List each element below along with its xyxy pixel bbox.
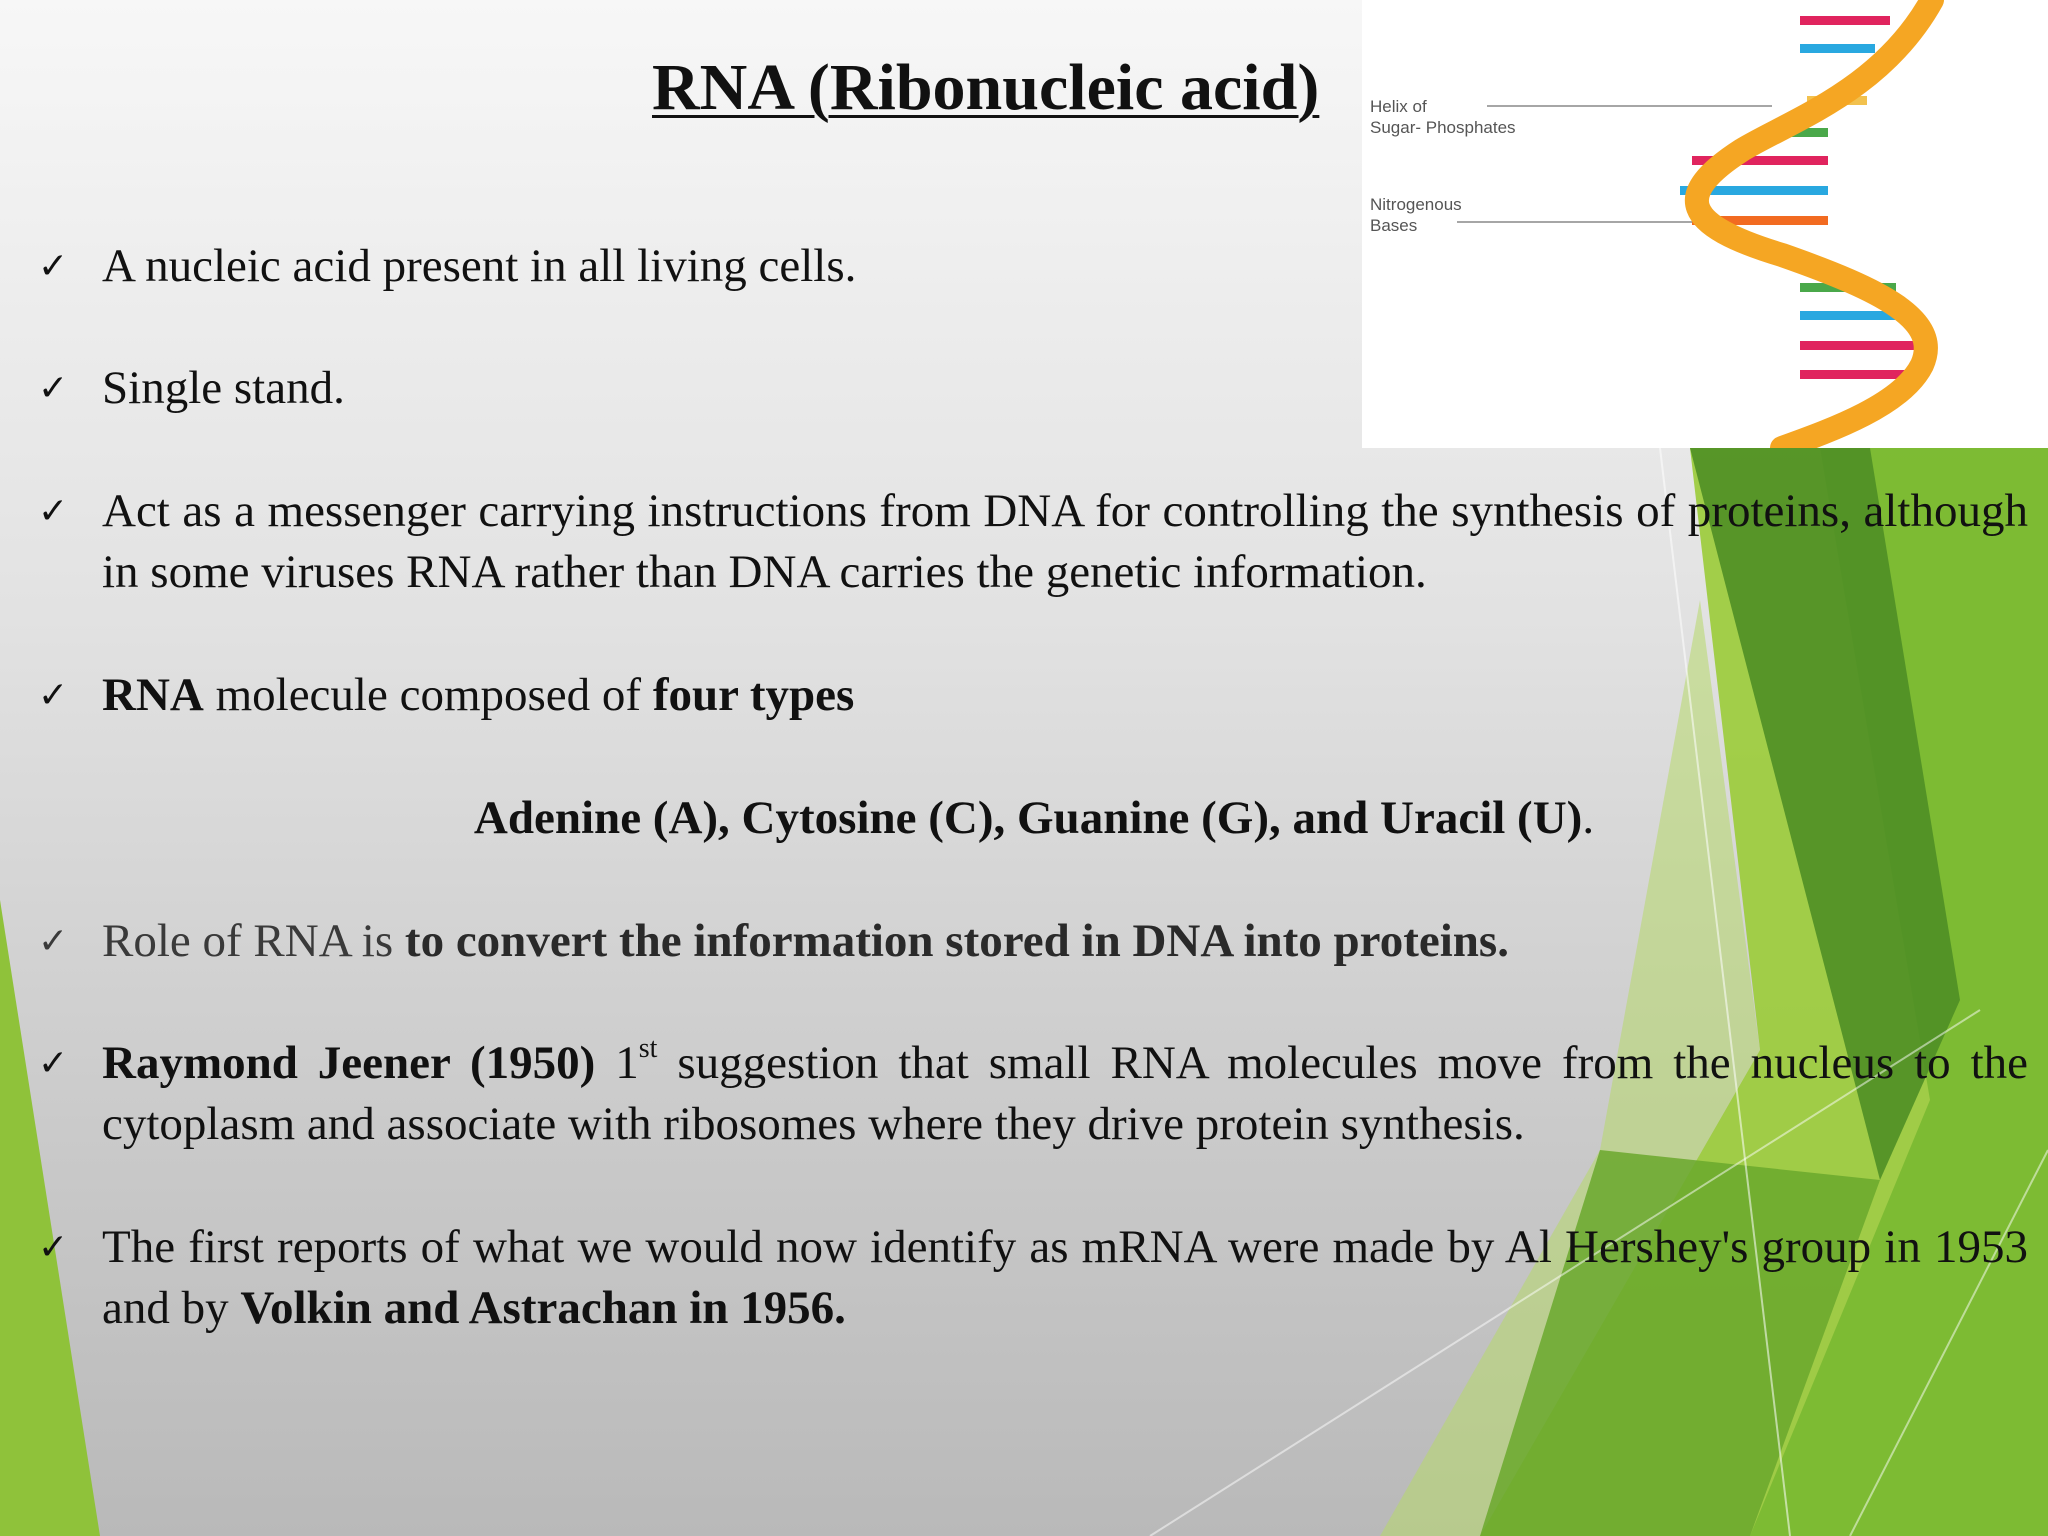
bullet-2 (38, 358, 2028, 419)
rna-bold: RNA (102, 669, 204, 721)
bullet-7 (38, 1217, 2028, 1339)
bases-period: . (1582, 792, 1595, 844)
bullet-3-text: Act as a messenger carrying instructions from DNA for controlling the synthesis of proteins, although in some viruses RNA rather than DNA carries the genetic information. (102, 485, 2028, 598)
label-helix-line1: Helix of (1370, 97, 1427, 116)
bases-list (0, 788, 2048, 849)
bullet-6-rest: suggestion that small RNA molecules move from the nucleus to the cytoplasm and associate with ribosomes where they drive protein synthesis. (102, 1037, 2028, 1150)
bullet-7-intro: The first reports of what we would now identify as mRNA were made by Al Hershey's group in 1953 and by (102, 1221, 2028, 1334)
raymond-jeener-bold: Raymond Jeener (1950) (102, 1037, 596, 1089)
bullet-5-text (102, 911, 2028, 972)
bullet-4-text (102, 665, 2028, 726)
bases-names: Adenine (A), Cytosine (C), Guanine (G), and Uracil (U) (473, 792, 1583, 844)
bullet-1 (38, 236, 2028, 297)
checkmark-icon: ✓ (38, 1227, 69, 1268)
bullet-5 (38, 911, 2028, 972)
ordinal-suffix: st (638, 1033, 658, 1065)
checkmark-icon: ✓ (38, 246, 69, 287)
label-helix-line2: Sugar- Phosphates (1370, 118, 1516, 137)
bullet-2-text: Single stand. (102, 362, 345, 414)
bullet-4 (38, 665, 2028, 726)
checkmark-icon: ✓ (38, 675, 69, 716)
volkin-astrachan-bold: Volkin and Astrachan in 1956. (240, 1282, 846, 1334)
bullet-6 (38, 1033, 2028, 1155)
bullet-5-bold: to convert the information stored in DNA into proteins. (404, 915, 1509, 967)
bullet-7-text (102, 1217, 2028, 1339)
checkmark-icon: ✓ (38, 491, 69, 532)
bullet-6-text (102, 1033, 2028, 1155)
label-bases-line1: Nitrogenous (1370, 195, 1462, 214)
checkmark-icon: ✓ (38, 921, 69, 962)
four-types-bold: four types (652, 669, 855, 721)
checkmark-icon: ✓ (38, 368, 69, 409)
bullet-1-text: A nucleic acid present in all living cells. (102, 240, 857, 292)
slide-title: RNA (Ribonucleic acid) (652, 51, 1320, 124)
bullet-3 (38, 481, 2028, 603)
bullet-4-middle: molecule composed of (203, 669, 653, 721)
bullet-5-intro: Role of RNA is (102, 915, 405, 967)
label-bases-line2: Bases (1370, 216, 1418, 235)
bullet-6-ordinal: 1 (595, 1037, 639, 1089)
checkmark-icon: ✓ (38, 1043, 69, 1084)
